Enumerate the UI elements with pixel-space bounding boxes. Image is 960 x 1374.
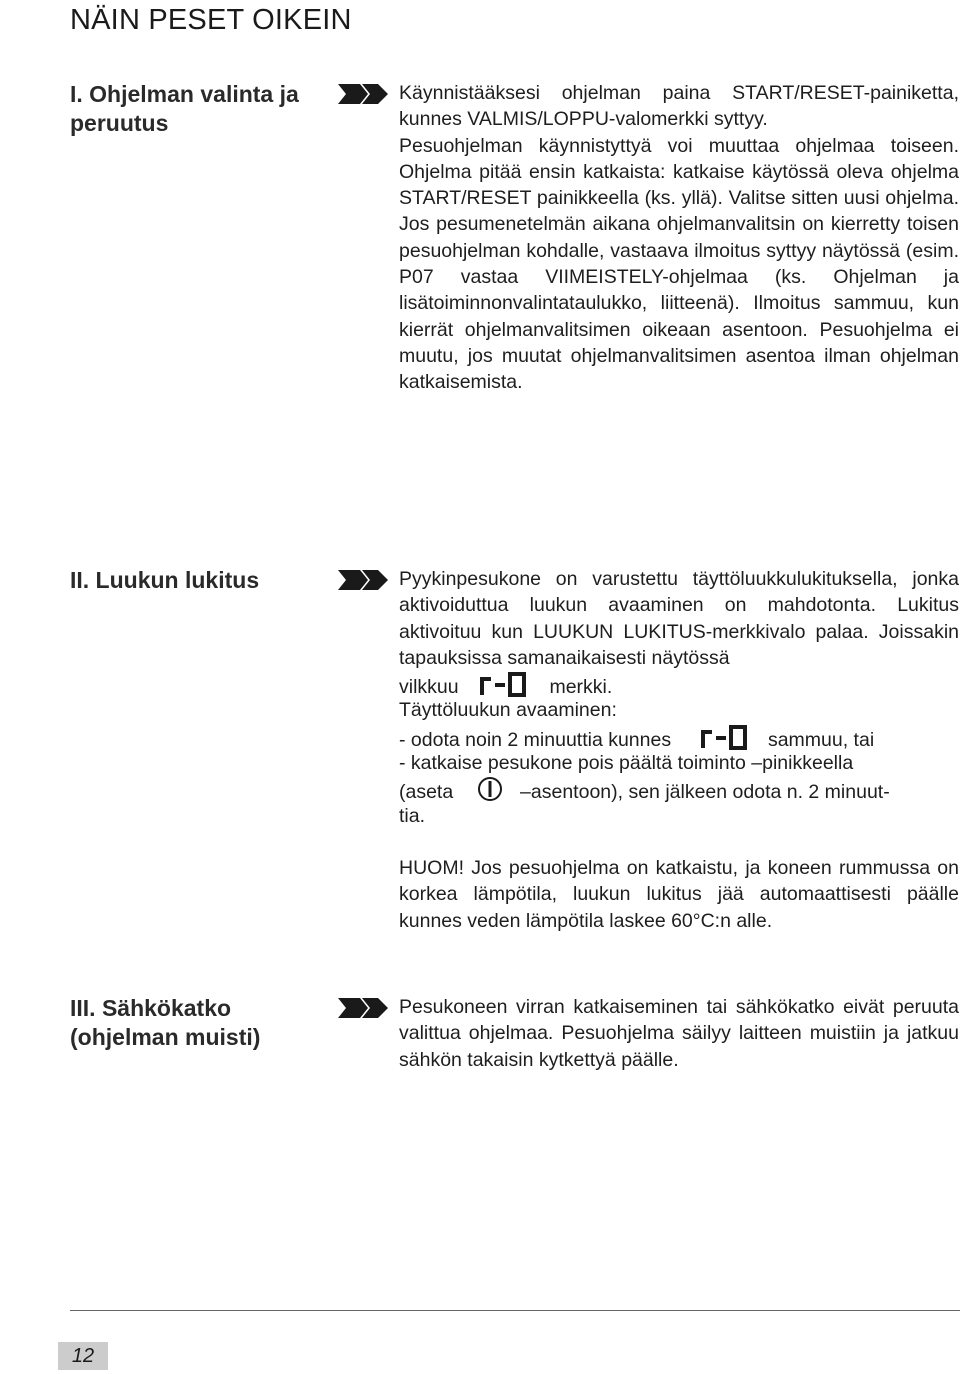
section-body <box>399 566 959 934</box>
step-wait-after: sammuu, tai <box>767 728 875 751</box>
double-arrow-right-icon <box>338 998 388 1018</box>
section-heading: I. Ohjelman valinta ja peruutus <box>70 81 299 136</box>
section-body <box>399 80 959 396</box>
warning-note: HUOM! Jos pesuohjelma on katkaistu, ja koneen rummussa on korkea lämpötila, luukun lukitus jää automaattisesti päälle kunnes veden lämpötila laskee 60°C:n alle. <box>399 856 959 932</box>
section-heading: II. Luukun lukitus <box>70 567 260 593</box>
step-wait <box>399 724 959 750</box>
step-set-position <box>399 776 959 802</box>
step-set-end: tia. <box>399 804 426 827</box>
door-lock-intro: Pyykinpesukone on varustettu täyttöluukkulukituksella, jonka aktivoiduttua luukun avaaminen on mahdotonta. Lukitus aktivoituu kun LUUKUN LUKITUS-merkkivalo palaa. Joissakin tapauksissa samanaikaisesti näytössä <box>399 568 959 669</box>
blink-after-text: merkki. <box>549 676 613 698</box>
paragraph: Pesukoneen virran katkaiseminen tai sähkökatko eivät peruuta valittua ohjelmaa. Pesuohjelma säilyy laitteen muistiin ja jatkuu sähkön takaisin kytkettyä päälle. <box>399 996 959 1071</box>
step-power-off: - katkaise pesukone pois päältä toiminto –pinikkeella <box>399 752 854 775</box>
blink-before-text: vilkkuu <box>399 676 459 698</box>
step-set-before: (aseta <box>399 781 454 804</box>
page-number: 12 <box>58 1342 108 1370</box>
section-body <box>399 994 959 1073</box>
step-wait-before: - odota noin 2 minuuttia kunnes <box>399 728 672 751</box>
opening-title: Täyttöluukun avaaminen: <box>399 699 617 722</box>
section-heading: III. Sähkökatko (ohjelman muisti) <box>70 995 261 1050</box>
paragraph: Käynnistääksesi ohjelman paina START/RESET-painiketta, kunnes VALMIS/LOPPU-valomerkki syttyy. <box>399 82 959 131</box>
blink-line <box>399 671 959 697</box>
step-set-after: –asentoon), sen jälkeen odota n. 2 minuut- <box>520 781 890 804</box>
double-arrow-right-icon <box>338 570 388 590</box>
footer-divider <box>70 1310 960 1311</box>
double-arrow-right-icon <box>338 84 388 104</box>
paragraph: Pesuohjelman käynnistyttyä voi muuttaa ohjelmaa toiseen. Ohjelma pitää ensin katkaista: katkaise käytössä oleva ohjelma START/RESET painikkeella (ks. yllä). Valitse sitten uusi ohjelma. Jos pesumenetelmän aikana ohjelmanvalitsin on kierretty toisen pesuohjelman kohdalle, vastaava ilmoitus syttyy näytössä (esim. P07 vastaa VIIMEISTELY-ohjelmaa (ks. Ohjelman ja lisätoiminnonvalintataulukko, liitteenä). Ilmoitus sammuu, kun kierrät ohjelmanvalitsimen oikeaan asentoon. Pesuohjelma ei muutu, jos muutat ohjelmanvalitsimen asentoa ilman ohjelman katkaisemista. <box>399 134 959 394</box>
page-title: NÄIN PESET OIKEIN <box>70 4 352 36</box>
